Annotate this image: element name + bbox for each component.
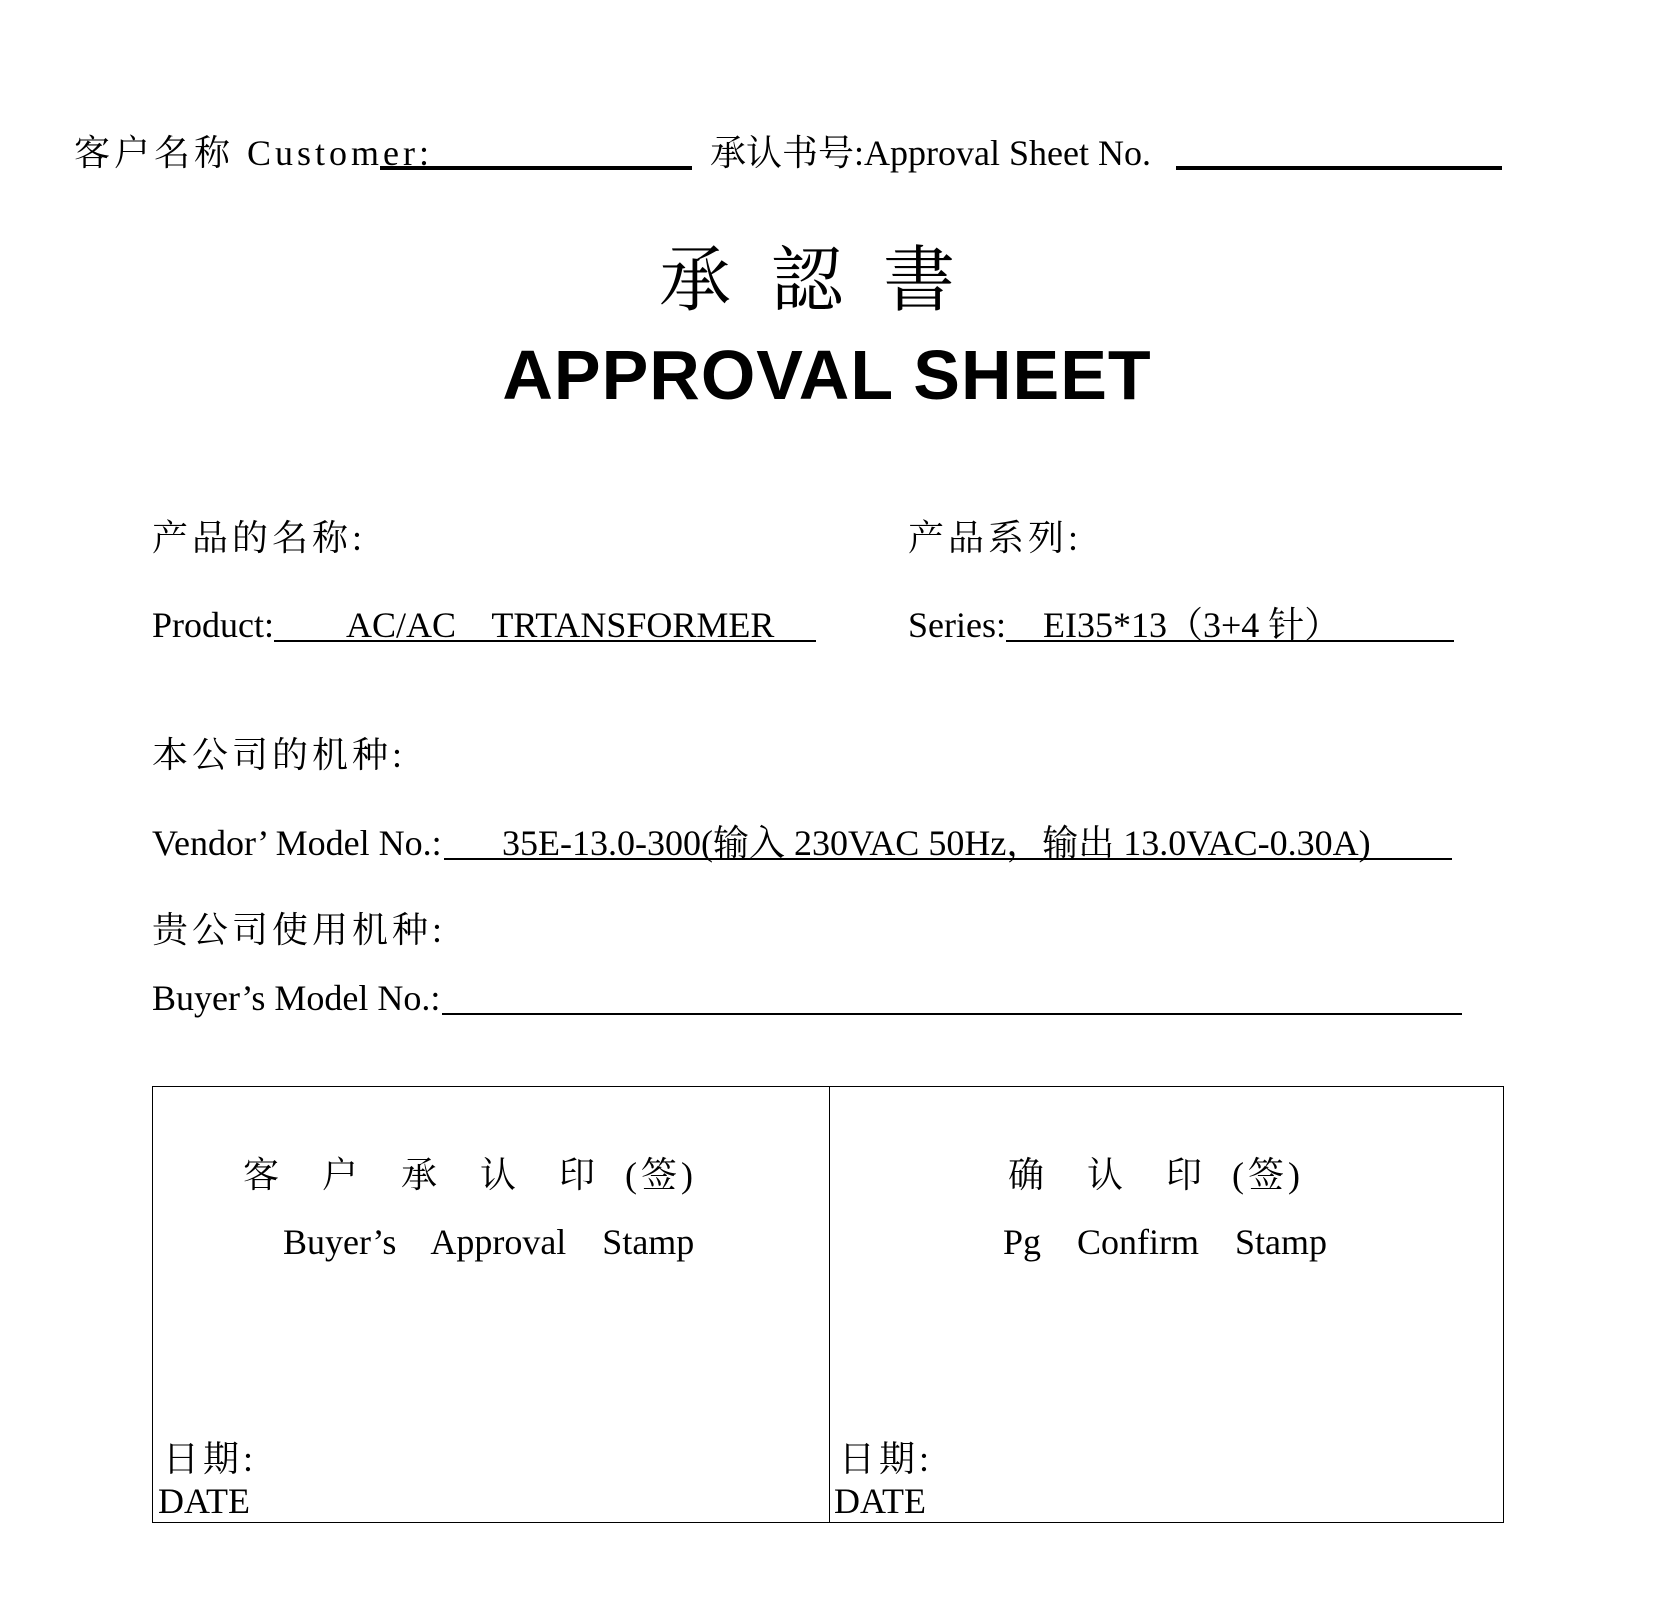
buyer-model-field[interactable] <box>442 1013 1462 1015</box>
vendor-model-en-label: Vendor’ Model No.: <box>152 823 442 863</box>
approval-sheet-no-field[interactable] <box>1176 166 1502 170</box>
pg-date-en-label: DATE <box>834 1481 926 1521</box>
series-cn-label: 产品系列: <box>908 518 1083 558</box>
stamp-table-divider <box>829 1087 830 1522</box>
approval-sheet-no-label: 承认书号:Approval Sheet No. <box>710 133 1151 173</box>
buyer-model-en-label: Buyer’s Model No.: <box>152 978 441 1018</box>
stamp-table <box>152 1086 1504 1523</box>
customer-field[interactable] <box>380 166 692 170</box>
buyer-stamp-cn-title: 客 户 承 认 印 (签) <box>243 1155 697 1195</box>
title-english: APPROVAL SHEET <box>502 336 1152 414</box>
buyer-stamp-en-title: Buyer’s Approval Stamp <box>283 1222 695 1262</box>
vendor-model-underline <box>444 858 1452 860</box>
pg-stamp-cn-title: 确 认 印 (签) <box>1008 1155 1304 1195</box>
pg-stamp-en-title: Pg Confirm Stamp <box>1003 1222 1328 1262</box>
buyer-date-cn-label: 日期: <box>163 1439 258 1479</box>
title-chinese: 承認書 <box>658 238 995 322</box>
series-underline <box>1006 640 1454 642</box>
buyer-date-en-label: DATE <box>158 1481 250 1521</box>
series-value: EI35*13（3+4 针） <box>1043 605 1341 645</box>
buyer-model-cn-label: 贵公司使用机种: <box>152 910 447 950</box>
product-en-label: Product: <box>152 605 274 645</box>
product-underline <box>274 640 816 642</box>
vendor-model-cn-label: 本公司的机种: <box>152 735 407 775</box>
vendor-model-value: 35E-13.0-300(输入 230VAC 50Hz，输出 13.0VAC-0.30A) <box>502 823 1371 863</box>
customer-label: 客户名称 Customer: <box>74 133 433 173</box>
product-cn-label: 产品的名称: <box>152 518 367 558</box>
pg-date-cn-label: 日期: <box>839 1439 934 1479</box>
series-en-label: Series: <box>908 605 1006 645</box>
product-value: AC/AC TRTANSFORMER <box>346 605 775 645</box>
